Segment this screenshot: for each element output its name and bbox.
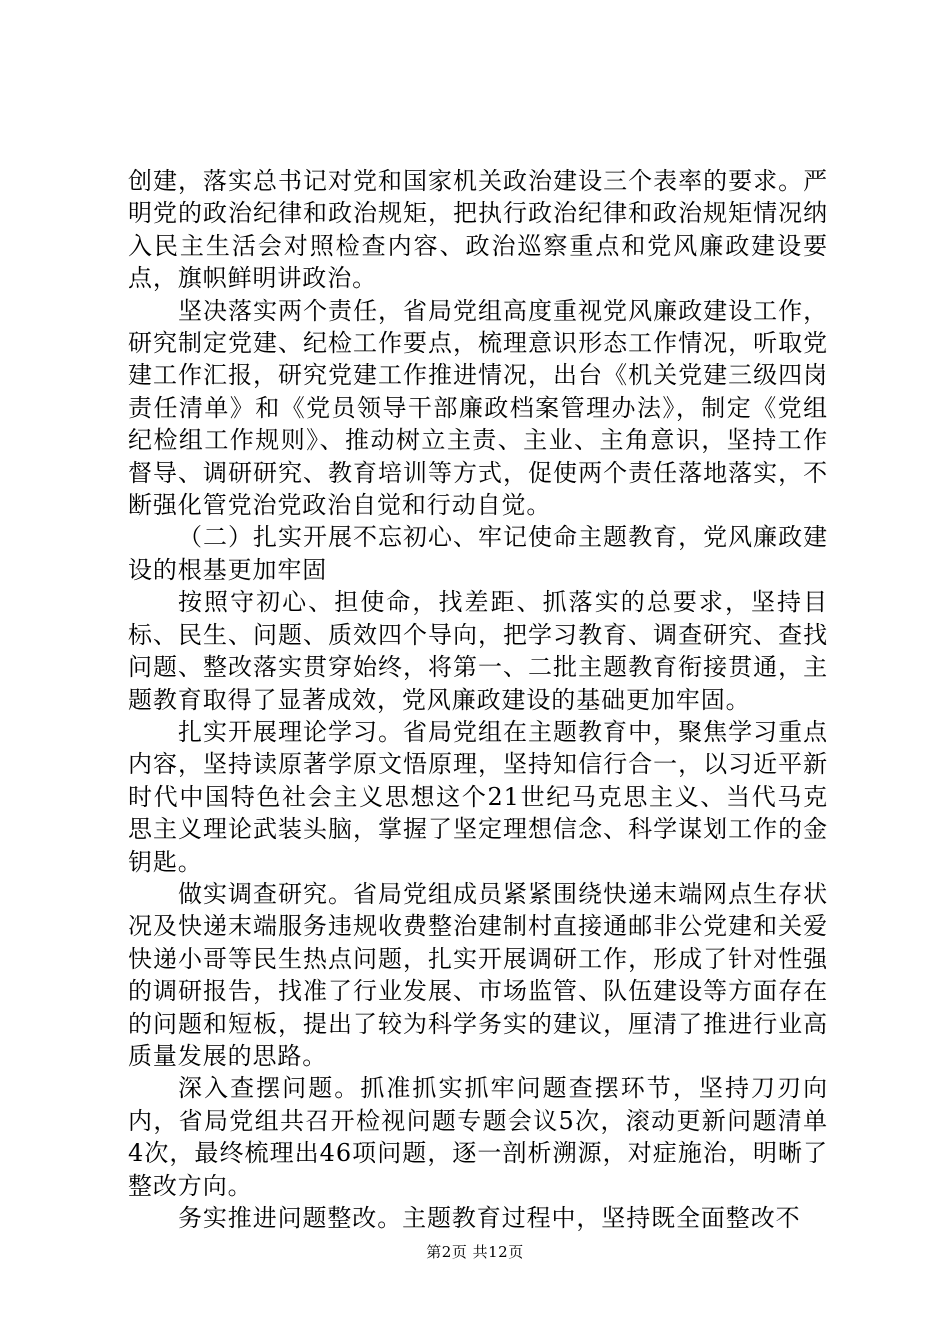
page-number-footer: 第2页 共12页 (426, 1243, 524, 1261)
paragraph-6: 深入查摆问题。抓准抓实抓牢问题查摆环节，坚持刀刃向内，省局党组共召开检视问题专题会议5次，滚动更新问题清单4次，最终梳理出46项问题，逐一剖析溯源，对症施治，明晰了整改方向。 (128, 1074, 828, 1200)
section-heading: （二）扎实开展不忘初心、牢记使命主题教育，党风廉政建设的根基更加牢固 (128, 523, 828, 584)
paragraph-3: 按照守初心、担使命，找差距、抓落实的总要求，坚持目标、民生、问题、质效四个导向，把学习教育、调查研究、查找问题、整改落实贯穿始终，将第一、二批主题教育衔接贯通，主题教育取得了显著成效，党风廉政建设的基础更加牢固。 (128, 588, 828, 714)
paragraph-7: 务实推进问题整改。主题教育过程中，坚持既全面整改不 (178, 1204, 801, 1232)
paragraph-4: 扎实开展理论学习。省局党组在主题教育中，聚焦学习重点内容，坚持读原著学原文悟原理，坚持知信行合一，以习近平新时代中国特色社会主义思想这个21世纪马克思主义、当代马克思主义理论武装头脑，掌握了坚定理想信念、科学谋划工作的金钥匙。 (128, 717, 828, 876)
document-body (128, 165, 828, 1234)
paragraph-5: 做实调查研究。省局党组成员紧紧围绕快递末端网点生存状况及快递末端服务违规收费整治建制村直接通邮非公党建和关爱快递小哥等民生热点问题，扎实开展调研工作，形成了针对性强的调研报告，找准了行业发展、市场监管、队伍建设等方面存在的问题和短板，提出了较为科学务实的建议，厘清了推进行业高质量发展的思路。 (128, 879, 828, 1070)
paragraph-2: 坚决落实两个责任，省局党组高度重视党风廉政建设工作，研究制定党建、纪检工作要点，梳理意识形态工作情况，听取党建工作汇报，研究党建工作推进情况，出台《机关党建三级四岗责任清单》和《党员领导干部廉政档案管理办法》，制定《党组纪检组工作规则》、推动树立主责、主业、主角意识，坚持工作督导、调研研究、教育培训等方式，促使两个责任落地落实，不断强化管党治党政治自觉和行动自觉。 (128, 296, 828, 520)
paragraph-1: 创建，落实总书记对党和国家机关政治建设三个表率的要求。严明党的政治纪律和政治规矩，把执行政治纪律和政治规矩情况纳入民主生活会对照检查内容、政治巡察重点和党风廉政建设要点，旗帜鲜明讲政治。 (128, 167, 828, 293)
